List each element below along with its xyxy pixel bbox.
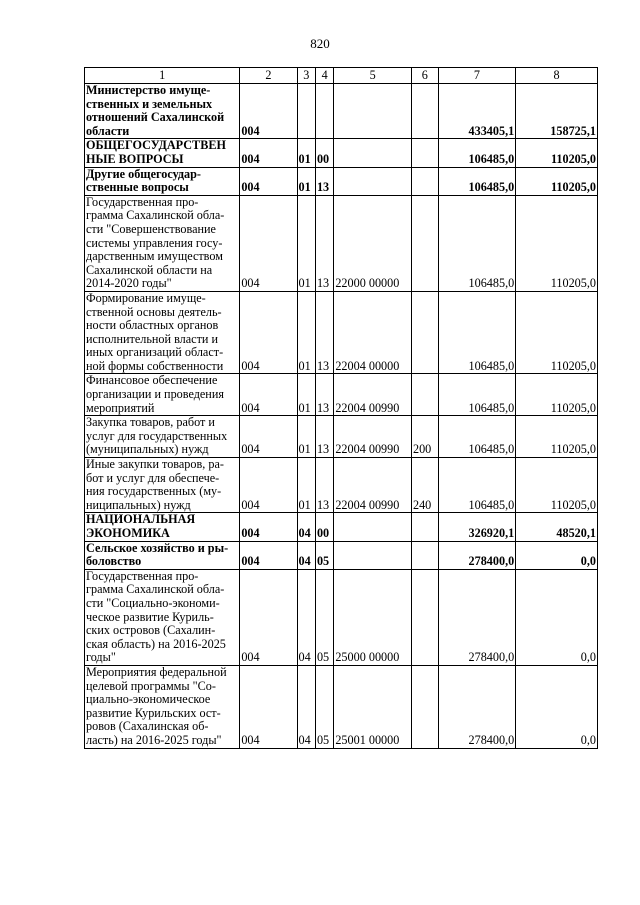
- header-col-8: 8: [516, 68, 598, 84]
- admin-code: 004: [240, 541, 297, 569]
- header-col-3: 3: [297, 68, 315, 84]
- admin-code: 004: [240, 195, 297, 291]
- admin-code: 004: [240, 374, 297, 416]
- header-col-6: 6: [411, 68, 438, 84]
- table-row: [85, 665, 598, 748]
- row-description: Иные закупки товаров, ра- бот и услуг для обеспече- ния государственных (му- ниципальных) нужд: [85, 458, 240, 513]
- header-col-4: 4: [315, 68, 333, 84]
- expense-type-code: [411, 374, 438, 416]
- table-row: [85, 291, 598, 374]
- table-row: [85, 195, 598, 291]
- table-header-row: [85, 68, 598, 84]
- amount-year-2: 110205,0: [516, 416, 598, 458]
- target-article-code: 22004 00990: [334, 458, 412, 513]
- subsection-code: 05: [315, 541, 333, 569]
- admin-code: 004: [240, 291, 297, 374]
- amount-year-2: 158725,1: [516, 84, 598, 139]
- section-code: 04: [297, 541, 315, 569]
- section-code: 04: [297, 569, 315, 665]
- amount-year-2: 0,0: [516, 541, 598, 569]
- subsection-code: [315, 84, 333, 139]
- section-code: 01: [297, 195, 315, 291]
- subsection-code: 13: [315, 291, 333, 374]
- amount-year-2: 110205,0: [516, 167, 598, 195]
- section-code: 01: [297, 458, 315, 513]
- amount-year-1: 326920,1: [438, 513, 516, 541]
- amount-year-1: 106485,0: [438, 416, 516, 458]
- expense-type-code: [411, 541, 438, 569]
- header-col-7: 7: [438, 68, 516, 84]
- admin-code: 004: [240, 139, 297, 167]
- table-row: [85, 569, 598, 665]
- target-article-code: 22004 00000: [334, 291, 412, 374]
- admin-code: 004: [240, 665, 297, 748]
- admin-code: 004: [240, 84, 297, 139]
- amount-year-1: 106485,0: [438, 167, 516, 195]
- admin-code: 004: [240, 458, 297, 513]
- amount-year-1: 106485,0: [438, 195, 516, 291]
- expense-type-code: 200: [411, 416, 438, 458]
- amount-year-2: 48520,1: [516, 513, 598, 541]
- expense-type-code: [411, 291, 438, 374]
- amount-year-2: 0,0: [516, 569, 598, 665]
- amount-year-1: 106485,0: [438, 374, 516, 416]
- row-description: Государственная про- грамма Сахалинской обла- сти "Совершенствование системы управления госу- дарственным имуществом Сахалинской области на 2014-2020 годы": [85, 195, 240, 291]
- admin-code: 004: [240, 513, 297, 541]
- header-col-5: 5: [334, 68, 412, 84]
- section-code: 01: [297, 416, 315, 458]
- header-col-2: 2: [240, 68, 297, 84]
- target-article-code: 22004 00990: [334, 374, 412, 416]
- subsection-code: 13: [315, 458, 333, 513]
- header-col-1: 1: [85, 68, 240, 84]
- target-article-code: 22004 00990: [334, 416, 412, 458]
- target-article-code: 25000 00000: [334, 569, 412, 665]
- admin-code: 004: [240, 569, 297, 665]
- section-code: 01: [297, 167, 315, 195]
- expense-type-code: [411, 195, 438, 291]
- amount-year-2: 110205,0: [516, 291, 598, 374]
- row-description: Министерство имуще- ственных и земельных отношений Сахалинской области: [85, 84, 240, 139]
- subsection-code: 13: [315, 416, 333, 458]
- subsection-code: 05: [315, 569, 333, 665]
- section-code: 04: [297, 513, 315, 541]
- table-row: [85, 167, 598, 195]
- subsection-code: 00: [315, 139, 333, 167]
- table-row: [85, 513, 598, 541]
- amount-year-2: 0,0: [516, 665, 598, 748]
- subsection-code: 05: [315, 665, 333, 748]
- target-article-code: [334, 139, 412, 167]
- table-row: [85, 541, 598, 569]
- row-description: Другие общегосудар- ственные вопросы: [85, 167, 240, 195]
- table-row: [85, 416, 598, 458]
- row-description: Финансовое обеспечение организации и проведения мероприятий: [85, 374, 240, 416]
- amount-year-2: 110205,0: [516, 139, 598, 167]
- subsection-code: 13: [315, 374, 333, 416]
- expense-type-code: [411, 569, 438, 665]
- amount-year-1: 278400,0: [438, 665, 516, 748]
- expense-type-code: [411, 665, 438, 748]
- row-description: ОБЩЕГОСУДАРСТВЕН НЫЕ ВОПРОСЫ: [85, 139, 240, 167]
- row-description: Формирование имуще- ственной основы деятель- ности областных органов исполнительной власти и иных организаций област- ной формы собственности: [85, 291, 240, 374]
- amount-year-1: 106485,0: [438, 458, 516, 513]
- admin-code: 004: [240, 416, 297, 458]
- amount-year-2: 110205,0: [516, 195, 598, 291]
- row-description: Закупка товаров, работ и услуг для государственных (муниципальных) нужд: [85, 416, 240, 458]
- section-code: 01: [297, 139, 315, 167]
- row-description: Мероприятия федеральной целевой программы "Со- циально-экономическое развитие Курильских ост- ровов (Сахалинская об- ласть) на 2016-2025 годы": [85, 665, 240, 748]
- target-article-code: [334, 541, 412, 569]
- subsection-code: 13: [315, 195, 333, 291]
- target-article-code: [334, 167, 412, 195]
- table-row: [85, 139, 598, 167]
- amount-year-1: 106485,0: [438, 291, 516, 374]
- table-row: [85, 374, 598, 416]
- amount-year-2: 110205,0: [516, 374, 598, 416]
- expense-type-code: 240: [411, 458, 438, 513]
- amount-year-1: 106485,0: [438, 139, 516, 167]
- table-row: [85, 458, 598, 513]
- expense-type-code: [411, 167, 438, 195]
- budget-table-body: [85, 68, 598, 749]
- admin-code: 004: [240, 167, 297, 195]
- amount-year-2: 110205,0: [516, 458, 598, 513]
- section-code: 01: [297, 291, 315, 374]
- page-number: 820: [310, 36, 330, 51]
- target-article-code: [334, 513, 412, 541]
- subsection-code: 13: [315, 167, 333, 195]
- section-code: 01: [297, 374, 315, 416]
- target-article-code: [334, 84, 412, 139]
- row-description: Сельское хозяйство и ры- боловство: [85, 541, 240, 569]
- subsection-code: 00: [315, 513, 333, 541]
- section-code: 04: [297, 665, 315, 748]
- amount-year-1: 278400,0: [438, 569, 516, 665]
- expense-type-code: [411, 139, 438, 167]
- expense-type-code: [411, 513, 438, 541]
- row-description: НАЦИОНАЛЬНАЯ ЭКОНОМИКА: [85, 513, 240, 541]
- section-code: [297, 84, 315, 139]
- budget-table: [84, 67, 598, 749]
- table-row: [85, 84, 598, 139]
- amount-year-1: 278400,0: [438, 541, 516, 569]
- target-article-code: 25001 00000: [334, 665, 412, 748]
- row-description: Государственная про- грамма Сахалинской обла- сти "Социально-экономи- ческое развитие Куриль- ских островов (Сахалин- ская область) на 2016-2025 годы": [85, 569, 240, 665]
- amount-year-1: 433405,1: [438, 84, 516, 139]
- expense-type-code: [411, 84, 438, 139]
- target-article-code: 22000 00000: [334, 195, 412, 291]
